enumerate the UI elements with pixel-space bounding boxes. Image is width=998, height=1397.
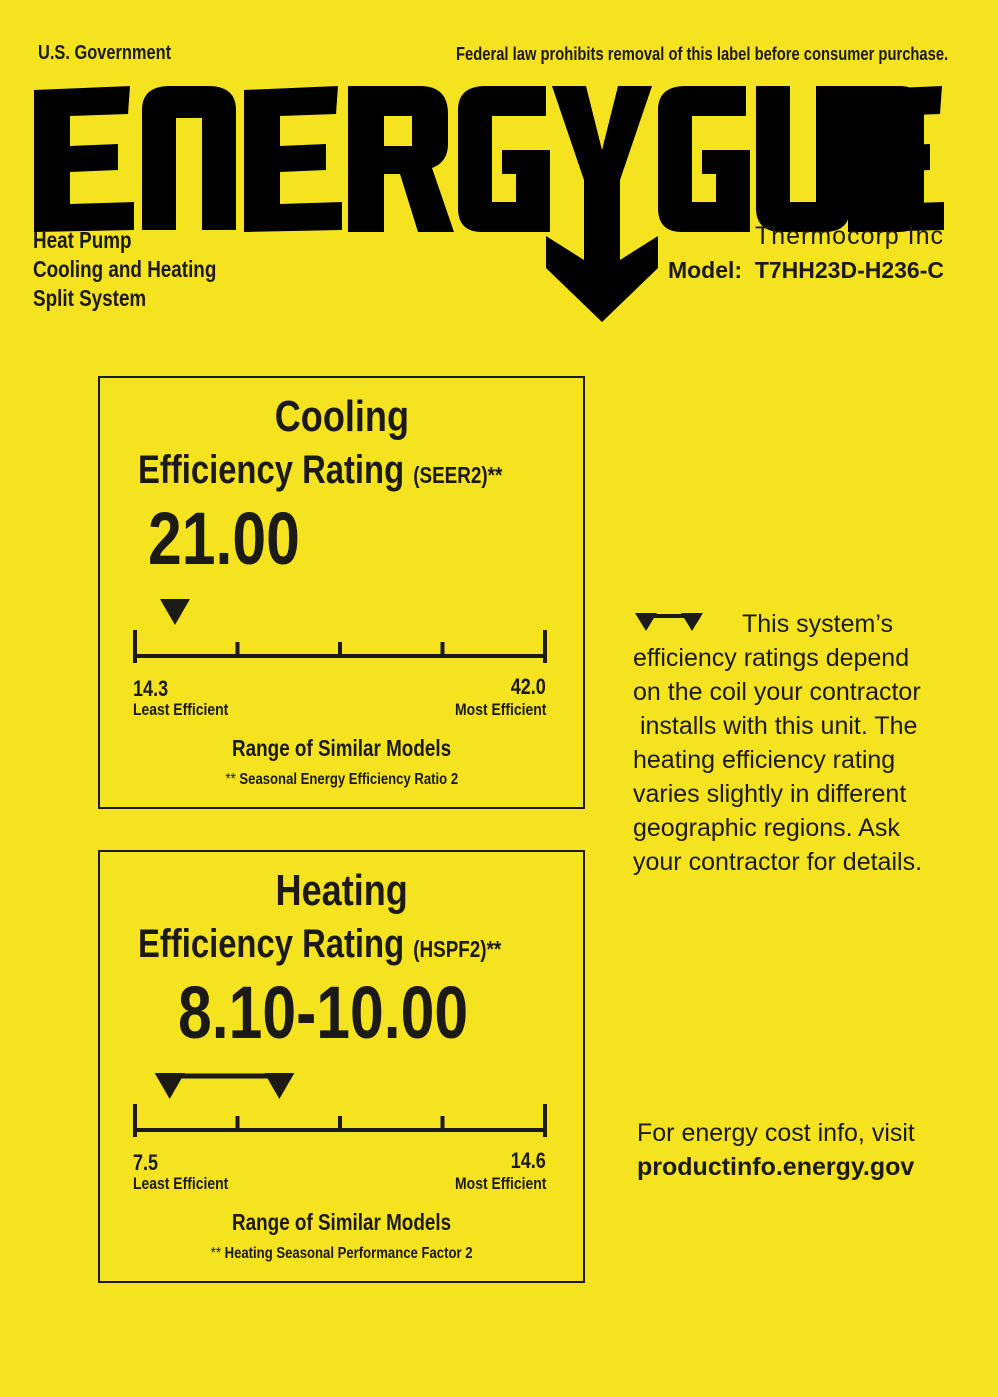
cooling-rating-marker: [160, 599, 190, 625]
cooling-rating-box: [98, 376, 585, 809]
product-type: [33, 226, 257, 313]
note-line: geographic regions. Ask: [633, 814, 900, 842]
coil-dependency-note: [633, 607, 963, 879]
heating-rating-marker: [155, 1073, 185, 1099]
range-markers-icon: [633, 611, 705, 633]
cost-info-link[interactable]: productinfo.energy.gov: [637, 1153, 915, 1181]
heating-least-efficient-label: Least Efficient: [133, 1174, 229, 1193]
cooling-max-value: 42.0: [510, 674, 546, 699]
product-line: Heat Pump: [33, 227, 132, 253]
note-line: This system’s: [742, 610, 893, 638]
cooling-range-title: Range of Similar Models: [231, 735, 452, 761]
heating-range-title: Range of Similar Models: [231, 1209, 452, 1235]
cooling-rating-label: Efficiency Rating (SEER2)**: [138, 448, 503, 492]
heating-max-value: 14.6: [510, 1148, 546, 1173]
heating-rating-marker: [264, 1073, 294, 1099]
heating-most-efficient-label: Most Efficient: [454, 1174, 546, 1193]
cost-info-text: For energy cost info, visit: [637, 1119, 915, 1147]
heating-rating-label: Efficiency Rating (HSPF2)**: [138, 922, 502, 966]
cooling-title: Cooling: [274, 392, 409, 441]
product-line: Split System: [33, 285, 147, 311]
heating-rating-value: 8.10-10.00: [178, 971, 469, 1054]
heating-scale: [100, 852, 587, 1172]
cooling-footnote: ** Seasonal Energy Efficiency Ratio 2: [225, 771, 458, 788]
cooling-least-efficient-label: Least Efficient: [133, 700, 229, 719]
note-line: heating efficiency rating: [633, 746, 896, 774]
note-line: installs with this unit. The: [633, 712, 918, 740]
cooling-scale: [100, 378, 587, 698]
note-line: on the coil your contractor: [633, 678, 921, 706]
cooling-rating-value: 21.00: [148, 497, 300, 580]
government-label: U.S. Government: [38, 42, 172, 64]
heating-title: Heating: [275, 866, 408, 915]
energy-cost-info: [637, 1116, 915, 1184]
manufacturer-name: Thermocorp Inc: [754, 222, 944, 250]
note-line: your contractor for details.: [633, 848, 923, 876]
cooling-min-value: 14.3: [133, 676, 169, 701]
cooling-most-efficient-label: Most Efficient: [454, 700, 546, 719]
heating-rating-box: [98, 850, 585, 1283]
product-line: Cooling and Heating: [33, 256, 217, 282]
note-line: efficiency ratings depend: [633, 644, 910, 672]
federal-law-notice: Federal law prohibits removal of this label before consumer purchase.: [455, 44, 948, 64]
heating-footnote: ** Heating Seasonal Performance Factor 2: [210, 1245, 473, 1262]
note-line: varies slightly in different: [633, 780, 907, 808]
heating-min-value: 7.5: [133, 1150, 159, 1175]
model-number: Model: T7HH23D-H236-C: [667, 257, 944, 283]
